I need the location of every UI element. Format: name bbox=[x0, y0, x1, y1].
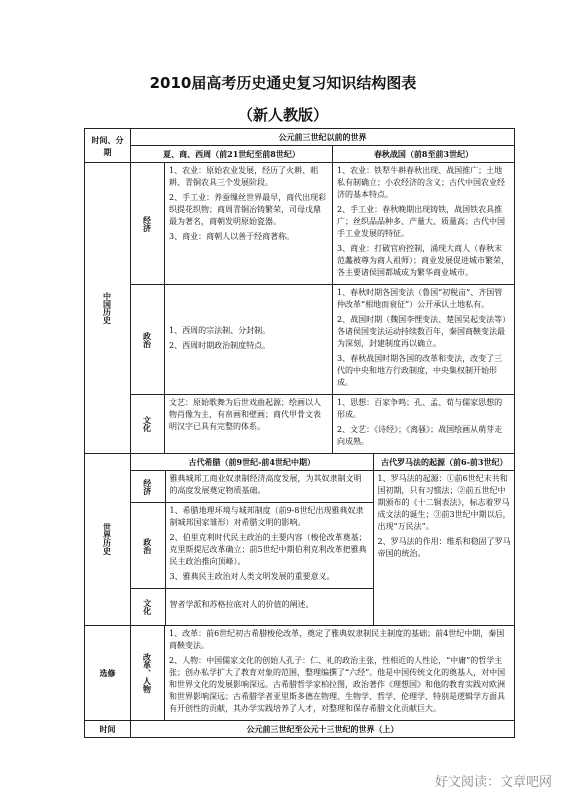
china-culture-text: 文化 bbox=[142, 416, 153, 432]
world-economy-text: 经济 bbox=[142, 478, 153, 495]
china-culture-label bbox=[131, 395, 165, 454]
list-item: 2、战国时期（魏国李悝变法、楚国吴起变法等）各诸侯国变法运动持续数百年，秦国商鞅变法最为深刻，封建制度再以确立。 bbox=[337, 315, 507, 348]
china-politics-text: 政治 bbox=[142, 331, 153, 348]
world-history-label bbox=[85, 454, 131, 626]
world-culture-label bbox=[131, 589, 165, 625]
world-economy-greece bbox=[165, 471, 373, 503]
rome-header: 古代罗马法的起源（前6-前3世纪） bbox=[373, 454, 515, 471]
elective-content bbox=[165, 625, 515, 720]
greece-header: 古代希腊（前9世纪-前4世纪中期） bbox=[131, 454, 373, 471]
knowledge-table bbox=[84, 128, 515, 738]
list-item: 智者学派和苏格拉底对人的价值的阐述。 bbox=[169, 600, 314, 610]
era-header: 公元前三世纪以前的世界 bbox=[131, 129, 515, 146]
page-subtitle: （新人教版） bbox=[237, 106, 328, 124]
elective-sub-label bbox=[131, 625, 165, 720]
china-politics-label bbox=[131, 285, 165, 395]
china-economy-xia bbox=[165, 163, 333, 285]
china-economy-label bbox=[131, 163, 165, 285]
china-culture-chunqiu bbox=[333, 395, 515, 454]
list-item: 1、西周的宗法制、分封制。 bbox=[169, 325, 271, 335]
list-item: 3、春秋战国时期各国的改革和变法，改变了三代的中央和地方行政制度，中央集权制开始形成。 bbox=[337, 354, 503, 387]
list-item: 2、文艺：《诗经》；《离骚》；战国绘画从萌芽走向成熟。 bbox=[337, 425, 503, 446]
xia-header: 夏、商、西周（前21世纪至前8世纪） bbox=[131, 146, 333, 163]
china-economy-text: 经济 bbox=[142, 215, 153, 232]
world-economy-label bbox=[131, 471, 165, 503]
list-item: 1、改革：前6世纪初古希腊梭伦改革，奠定了雅典奴隶制民主制度的基础；前4世纪中期，秦国商鞅变法。 bbox=[169, 628, 505, 650]
china-history-label bbox=[85, 163, 131, 454]
list-item: 3、商业：打破官府控制，涌现大商人（春秋末范蠡被尊为商人祖师）；商业发展促进城市繁荣，各主要诸侯国都城成为繁华商业城市。 bbox=[337, 244, 509, 277]
elective-label bbox=[85, 625, 131, 720]
world-inner-table bbox=[131, 454, 515, 625]
list-item: 1、农业：原始农业发展，经历了火耕、耜耕、青铜农具三个发展阶段。 bbox=[169, 166, 319, 187]
china-politics-chunqiu bbox=[333, 285, 515, 395]
elective-sub-text: 改革、人物 bbox=[142, 652, 153, 693]
list-item: 文艺：原始歌舞为后世戏曲起源；绘画以人物肖像为主，有帛画和壁画；商代甲骨文表明汉字已具有完整的体系。 bbox=[169, 398, 321, 431]
list-item: 1、农业：铁犁牛耕春秋出现、战国推广；土地私有制确立；小农经济的含义；古代中国农业经济的基本特点。 bbox=[337, 166, 505, 199]
list-item: 2、伯里克利时代民主政治的主要内容（梭伦改革奠基；克里斯提尼改革确立；前5世纪中期伯利克利改革把雅典民主政治推向顶峰）。 bbox=[169, 533, 367, 566]
list-item: 1、春秋时期各国变法（鲁国“初税亩”、齐国管仲改革“相地而衰征”）公开承认土地私有。 bbox=[337, 288, 503, 309]
page-title: 2010届高考历史通史复习知识结构图表 bbox=[149, 74, 417, 92]
world-politics-greece bbox=[165, 503, 373, 589]
rome-law-cell bbox=[373, 471, 515, 625]
list-item: 1、希腊地理环境与城邦制度（前9-8世纪出现雅典奴隶制城邦国家雏形）对希腊文明的影响。 bbox=[169, 506, 364, 527]
china-economy-chunqiu bbox=[333, 163, 515, 285]
list-item: 2、手工业：养蚕缫丝世界最早，商代出现彩织提花织物；商周青铜冶铸繁荣，司母戊鼎最为著名，商朝发明原始瓷器。 bbox=[169, 193, 327, 226]
list-item: 1、思想：百家争鸣；孔、孟、荀与儒家思想的形成。 bbox=[337, 398, 503, 419]
footer-time-label: 时间 bbox=[85, 720, 131, 737]
world-culture-greece bbox=[165, 589, 373, 625]
chunqiu-header: 春秋战国（前8至前3世纪） bbox=[333, 146, 515, 163]
list-item: 1、罗马法的起源：①前6世纪末共和国初期，只有习惯法；②前五世纪中期颁布的《十二铜表法》，标志着罗马成文法的诞生；③前3世纪中期以后，出现“万民法”。 bbox=[377, 474, 511, 531]
world-politics-label bbox=[131, 503, 165, 589]
world-history-text: 世界历史 bbox=[102, 523, 113, 556]
list-item: 3、商业：商朝人以善于经商著称。 bbox=[169, 232, 295, 241]
china-politics-xia bbox=[165, 285, 333, 395]
watermark: 好文阅读：文章吧网 bbox=[434, 775, 552, 790]
list-item: 2、西周时期政治制度特点。 bbox=[169, 340, 271, 350]
china-history-text: 中国历史 bbox=[102, 292, 113, 324]
period-header: 时间、分期 bbox=[85, 129, 131, 163]
elective-text: 选修 bbox=[99, 667, 116, 678]
world-culture-text: 文化 bbox=[142, 598, 153, 615]
list-item: 2、手工业：春秋晚期出现铸铁，战国铁农具推广；丝织品品种多、产量大、质量高；古代中国手工业发展的特征。 bbox=[337, 205, 505, 238]
footer-era-label: 公元前三世纪至公元十三世纪的世界（上） bbox=[131, 720, 515, 737]
list-item: 雅典城邦工商业奴隶制经济高度发展，为其奴隶制文明的高度发展奠定物质基础。 bbox=[169, 474, 362, 495]
china-culture-xia bbox=[165, 395, 333, 454]
world-history-block bbox=[131, 454, 515, 626]
list-item: 2、人物：中国儒家文化的创始人孔子：仁、礼的政治主张，性相近的人性论，“中庸”的哲学主张；创办私学扩大了教育对象的范围，整理编撰了“六经”。他是中国传统文化的奠基人，对中国和世界文化的发展影响深远。古希腊哲学家柏拉图，政治著作《理想国》和他的教育实践对欧洲和世界影响深远；古希腊学者亚里斯多德在物理、生物学、哲学、伦理学、特别是逻辑学方面具有开创性的贡献，其办学实践培养了人才，对整理和保存希腊文化贡献巨大。 bbox=[169, 655, 506, 713]
world-politics-text: 政治 bbox=[142, 537, 153, 554]
list-item: 3、雅典民主政治对人类文明发展的重要意义。 bbox=[169, 572, 335, 581]
list-item: 2、罗马法的作用：维系和稳固了罗马帝国的统治。 bbox=[377, 537, 511, 558]
